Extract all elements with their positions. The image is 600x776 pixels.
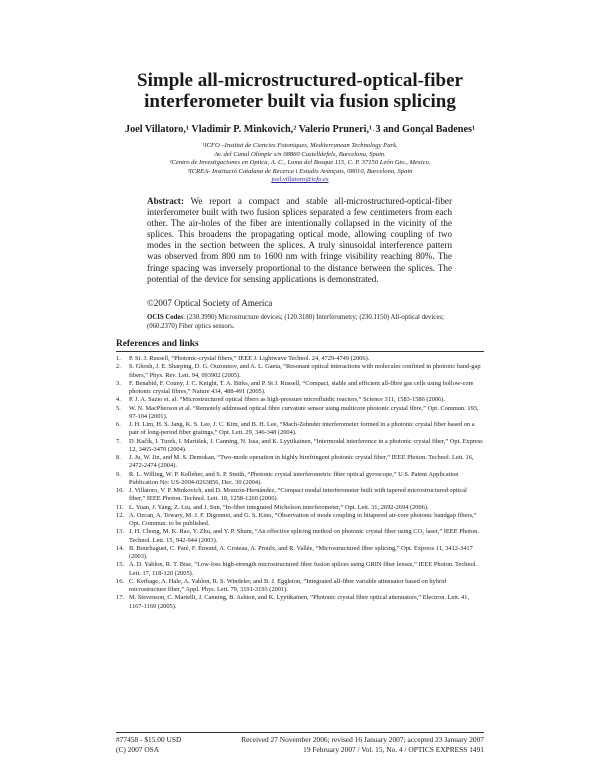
reference-text: F. Benabid, F. Couny, J. C. Knight, T. A. Birks, and P. St J. Russell, “Compact, stable and efficient all-fibre gas cells using hollow-core photonic crystal fibres,” Nature 434, 488-491 (2005). <box>129 379 474 395</box>
reference-item <box>116 512 484 529</box>
footer-issue: 19 February 2007 / Vol. 15, No. 4 / OPTICS EXPRESS 1491 <box>303 745 484 754</box>
reference-number: 10. <box>116 487 124 494</box>
reference-text: W. N. MacPherson et al. “Remotely addressed optical fibre curvature sensor using multicore photonic crystal fibre,” Opt. Commun. 193, 97-104 (2001). <box>129 404 479 420</box>
title-line-2: interferometer built via fusion splicing <box>144 91 456 112</box>
reference-item <box>116 438 484 455</box>
reference-item <box>116 504 484 512</box>
reference-text: D. Kačík, I. Turek, I. Martišek, J. Canning, N. Issa, and K. Lyytikainen, “Intermodal interference in a photonic crystal fiber,” Opt. Express 12, 3465-3470 (2004). <box>129 437 483 453</box>
footer-received: Received 27 November 2006; revised 16 January 2007; accepted 23 January 2007 <box>241 735 484 744</box>
reference-text: L. Yuan, J. Yang, Z. Liu, and J. Sun, “In-fiber integrated Michelson interferometer,” Opt. Lett. 31, 2692-2694 (2006). <box>129 503 429 511</box>
reference-item <box>116 545 484 562</box>
reference-text: J. Villatoro, V. P. Minkovich, and D. Monzón-Hernández, “Compact modal interferometer built with tapered microstructured optical fiber,” IEEE Photon. Technol. Lett. 18, 1258-1260 (2006). <box>129 487 467 503</box>
abstract-text: We report a compact and stable all-microstructured-optical-fiber interferometer built with two fusion splices separated a few centimeters from each other. The air-holes of the fiber are intentionally collapsed in the vicinity of the splices. This broadens the propagating optical mode, allowing coupling of two modes in the section between the splices. A truly sinusoidal interference pattern was observed from 800 nm to 1600 nm with fringe visibility reaching 80%. The fringe spacing was inversely proportional to the distance between the splices. The potential of the device for sensing applications is demonstrated. <box>147 196 452 284</box>
reference-item <box>116 355 484 363</box>
reference-number: 12. <box>116 511 124 519</box>
reference-item <box>116 380 484 397</box>
reference-item <box>116 396 484 404</box>
reference-text: R. L. Willing, W. P. Kelleher, and S. P. Smith, “Photonic crystal interferometric fiber optical gyroscope,” U.S. Patent Application Publication No: US-2004-0263856, Dec. 30 (2004). <box>129 470 459 486</box>
footer-copyright: (C) 2007 OSA <box>116 745 160 754</box>
reference-number: 14. <box>116 544 124 552</box>
reference-text: C. Kerbage, A. Hale, A. Yablon, R. S. Windeler, and B. J. Eggleton, “Integrated all-fiber variable attenuator based on hybrid microstructure fiber,” Appl. Phys. Lett. 79, 3191-3193 (2001). <box>129 577 447 593</box>
ocis-codes <box>147 314 452 331</box>
reference-text: J. Ju, W. Jin, and M. S. Demokan, “Two-mode operation in highly birefringent photonic crystal fiber,” IEEE Photon. Technol. Lett. 16, 2472-2474 (2004). <box>129 454 474 470</box>
reference-item <box>116 421 484 438</box>
reference-item <box>116 487 484 504</box>
email-link[interactable]: joel.villatoro@icfo.es <box>271 176 329 184</box>
reference-text: B. Bourliaguet, C. Paré, F. Émond, A. Croteau, A. Proulx, and R. Vallée, “Microstructured fiber splicing,” Opt. Express 11, 3412-3417 (2003). <box>129 544 473 560</box>
reference-number: 9. <box>116 470 121 478</box>
reference-text: A. D. Yablon, R. T. Bise, “Low-loss high-strength microstructured fiber fusion splices using GRIN fiber lenses,” IEEE Photon. Technol. Lett. 17, 118-120 (2005). <box>129 561 478 577</box>
references-list <box>116 355 484 611</box>
abstract <box>147 196 452 285</box>
reference-number: 17. <box>116 594 124 602</box>
reference-item <box>116 471 484 488</box>
reference-number: 3. <box>116 379 121 387</box>
reference-number: 7. <box>116 437 121 445</box>
title-line-1: Simple all-microstructured-optical-fiber <box>137 70 463 91</box>
reference-number: 5. <box>116 404 121 412</box>
reference-item <box>116 578 484 595</box>
affiliation-line: ¹ICFO –Institut de Ciencies Fotoniques, Mediterranean Technology Park. <box>202 142 398 149</box>
reference-text: J. H. Chong, M. K. Rao, Y. Zhu, and Y. P. Shum, “An effective splicing method on photonic crystal fiber using CO₂ laser,” IEEE Photon. Technol. Lett. 15, 942-944 (2003). <box>129 528 479 544</box>
reference-item <box>116 405 484 422</box>
ocis-text: : (230.3990) Microstructure devices; (120.3180) Interferometry; (230.1150) All-optical devices; (060.2370) Fiber optics sensors. <box>147 314 444 330</box>
reference-text: P. St. J. Russell, “Photonic-crystal fibers,” IEEE J. Lightwave Technol. 24, 4729-4749 (2006). <box>129 355 370 362</box>
reference-item <box>116 528 484 545</box>
reference-item <box>116 561 484 578</box>
footer-rule <box>116 732 484 733</box>
reference-number: 8. <box>116 454 121 461</box>
references-rule <box>116 351 484 352</box>
reference-number: 13. <box>116 528 124 536</box>
reference-item <box>116 363 484 380</box>
paper-title <box>0 70 600 112</box>
reference-number: 1. <box>116 355 121 362</box>
affiliation-line: ²Centro de Investigaciones en Optica, A. C., Loma del Bosque 115, C. P. 37150 León Gto., Mexico. <box>169 159 431 167</box>
reference-number: 2. <box>116 363 121 371</box>
reference-text: S. Ghosh, J. E. Sharping, D. G. Ouzounov, and A. L. Gaeta, “Resonant optical interactions with molecules confined in photonic band-gap fibers,” Phys. Rev. Lett. 94, 093902 (2005). <box>129 363 481 379</box>
reference-number: 16. <box>116 577 124 585</box>
reference-text: A. Ozcan, A. Tewary, M. J. F. Digonnet, and G. S. Kino, “Observation of mode coupling in bitapered air-core photonic bandgap fibers,” Opt. Commun. to be published. <box>129 511 477 527</box>
reference-number: 15. <box>116 561 124 569</box>
references-heading: References and links <box>116 339 199 349</box>
author-list: Joel Villatoro,¹ Vladimir P. Minkovich,² Valerio Pruneri,¹˒3 and Gonçal Badenes¹ <box>124 124 476 135</box>
reference-number: 11. <box>116 503 124 511</box>
reference-text: P. J. A. Sazio et. al. “Microstructured optical fibers as high-pressure microfluidic reactors,” Science 311, 1583-1586 (2006). <box>129 396 446 404</box>
reference-number: 4. <box>116 396 121 404</box>
reference-item <box>116 454 484 471</box>
copyright-notice: ©2007 Optical Society of America <box>147 298 273 308</box>
footer-price: #77458 - $15.00 USD <box>116 735 182 744</box>
reference-text: J. H. Lim, H. S. Jang, K. S. Lee, J. C. Kim, and B. H. Lee, “Mach-Zehnder interferometer formed in a photonic crystal fiber based on a pair of long-period fiber gratings,” Opt. Lett. 29, 346-348 (2004). <box>129 421 475 437</box>
affiliation-line: ³ICREA- Institució Catalana de Recerca i Estudis Avançats, 08010, Barcelona, Spain <box>187 167 413 175</box>
affiliations <box>0 142 600 185</box>
ocis-label: OCIS Codes <box>147 314 184 321</box>
reference-text: M. Stevenson, C. Martelli, J. Canning, B. Ashton, and K. Lyytikainen, “Photonic crystal fibre optical attenuators,” Electron. Lett. 41, 1167-1169 (2005). <box>129 594 470 610</box>
reference-item <box>116 594 484 611</box>
abstract-label: Abstract: <box>147 196 184 206</box>
reference-number: 6. <box>116 421 121 428</box>
affiliation-line: Av. del Canal Olímpic s/n 08860 Castelldefels, Barcelona, Spain. <box>214 150 386 158</box>
